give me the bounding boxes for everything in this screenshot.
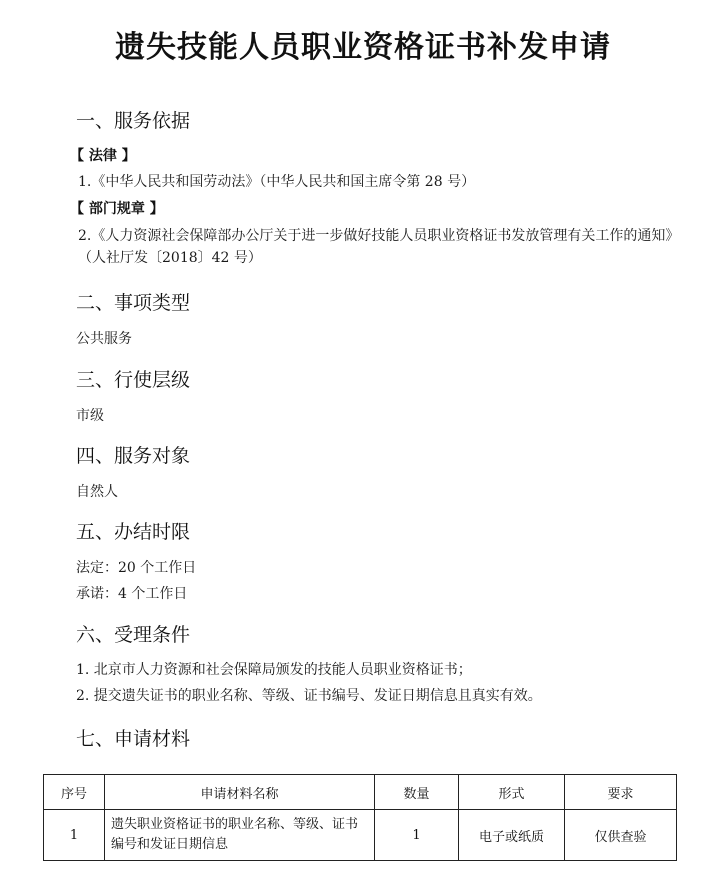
section-heading-conditions: 六、受理条件 <box>76 624 191 646</box>
column-header-req: 要求 <box>565 775 677 810</box>
section-heading-materials: 七、申请材料 <box>76 728 191 750</box>
condition-item: 1. 北京市人力资源和社会保障局颁发的技能人员职业资格证书； <box>76 662 472 678</box>
law-tag: 【 法律 】 <box>70 148 136 164</box>
section-heading-level: 三、行使层级 <box>76 369 191 391</box>
section-heading-basis: 一、服务依据 <box>76 110 191 132</box>
section-heading-time: 五、办结时限 <box>76 521 191 543</box>
rule-item <box>78 225 678 269</box>
level-value: 市级 <box>76 408 104 424</box>
column-header-no: 序号 <box>44 775 105 810</box>
cell-no: 1 <box>44 810 105 861</box>
time-promise: 承诺：4 个工作日 <box>76 586 188 602</box>
page-title: 遗失技能人员职业资格证书补发申请 <box>115 30 611 65</box>
rule-item-text: 2.《人力资源社会保障部办公厅关于进一步做好技能人员职业资格证书发放管理有关工作的通知》（人社厅发〔2018〕42 号） <box>78 228 673 266</box>
target-value: 自然人 <box>76 484 118 500</box>
cell-qty: 1 <box>375 810 459 861</box>
materials-table <box>43 774 677 861</box>
time-legal: 法定：20 个工作日 <box>76 560 197 576</box>
cell-form: 电子或纸质 <box>459 810 565 861</box>
type-value: 公共服务 <box>76 331 132 347</box>
column-header-qty: 数量 <box>375 775 459 810</box>
column-header-name: 申请材料名称 <box>105 775 375 810</box>
cell-req: 仅供查验 <box>565 810 677 861</box>
table-header-row <box>44 775 677 810</box>
column-header-form: 形式 <box>459 775 565 810</box>
cell-name: 遗失职业资格证书的职业名称、等级、证书编号和发证日期信息 <box>105 810 375 861</box>
section-heading-target: 四、服务对象 <box>76 445 191 467</box>
condition-item: 2. 提交遗失证书的职业名称、等级、证书编号、发证日期信息且真实有效。 <box>76 688 542 704</box>
law-item: 1.《中华人民共和国劳动法》（中华人民共和国主席令第 28 号） <box>78 174 476 190</box>
rule-tag: 【 部门规章 】 <box>70 201 164 217</box>
table-row <box>44 810 677 861</box>
section-heading-type: 二、事项类型 <box>76 292 191 314</box>
